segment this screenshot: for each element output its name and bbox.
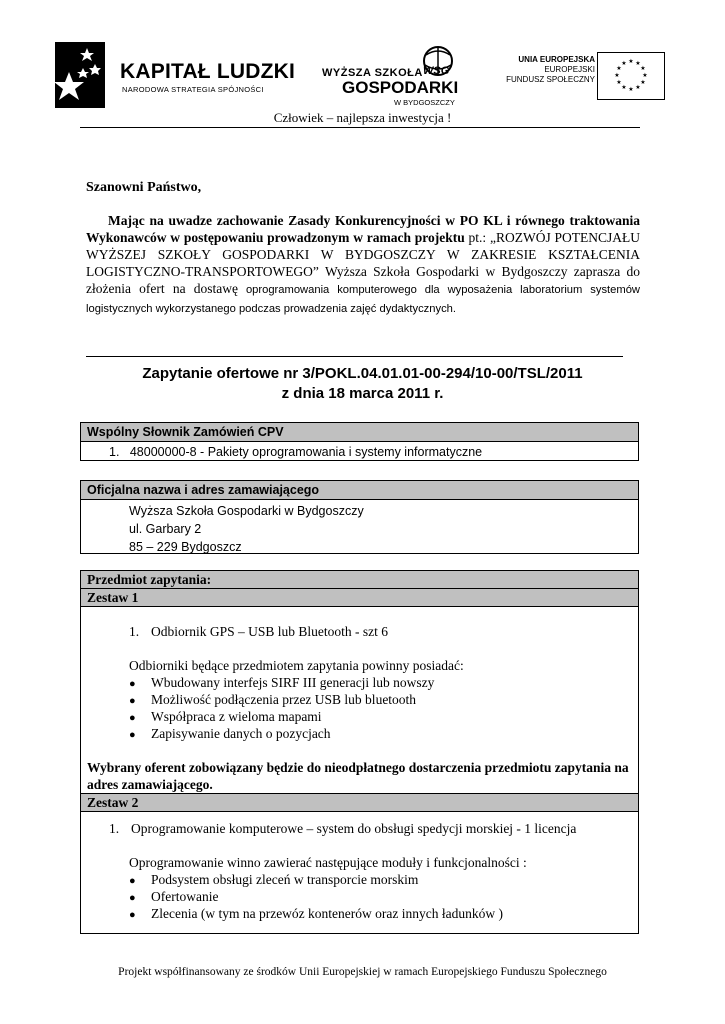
bullet-icon: ● — [129, 892, 136, 904]
bullet-icon: ● — [129, 729, 136, 741]
set2-item-number: 1. — [109, 821, 120, 836]
intro-small: oprogramowania komputerowego dla wyposażenia laboratorium systemów logistycznych wykorzystanego podczas prowadzenia zajęć dydaktycznych. — [86, 284, 641, 315]
intro-bold: Mając na uwadze zachowanie Zasady Konkurencyjności w PO KL i równego traktowania Wykonawców w postępowaniu prowadzonym w ramach projektu — [86, 213, 640, 245]
svg-text:★: ★ — [621, 84, 627, 91]
document-title: Zapytanie ofertowe nr 3/POKL.04.01.01-00-294/10-00/TSL/2011 — [142, 365, 583, 382]
wsg-line3: W BYDGOSZCZY — [394, 98, 455, 107]
svg-text:★: ★ — [621, 60, 627, 67]
ue-line3: FUNDUSZ SPOŁECZNY — [506, 75, 595, 84]
svg-text:★: ★ — [628, 58, 634, 65]
svg-text:★: ★ — [640, 79, 646, 86]
wsg-line1: WYŻSZA SZKOŁA — [322, 67, 423, 79]
bullet-icon: ● — [129, 678, 136, 690]
wsg-badge: WSG — [423, 65, 450, 77]
list-item — [81, 871, 638, 888]
list-item — [81, 725, 638, 742]
set2-feature: Podsystem obsługi zleceń w transporcie morskim — [151, 872, 419, 887]
motto: Człowiek – najlepsza inwestycja ! — [273, 110, 452, 125]
set2-intro: Oprogramowanie winno zawierać następujące moduły i funkcjonalności : — [129, 855, 527, 870]
greeting: Szanowni Państwo, — [86, 180, 202, 195]
set1-feature: Zapisywanie danych o pozycjach — [151, 726, 331, 741]
set2-body — [81, 812, 638, 922]
intro-paragraph — [86, 212, 640, 318]
contracting-heading: Oficjalna nazwa i adres zamawiającego — [81, 481, 638, 500]
svg-text:★: ★ — [635, 60, 641, 67]
set2-feature: Ofertowanie — [151, 889, 219, 904]
set1-feature: Wbudowany interfejs SIRF III generacji lub nowszy — [151, 675, 435, 690]
ue-text-block — [495, 55, 595, 85]
svg-text:★: ★ — [635, 84, 641, 91]
bullet-icon: ● — [129, 909, 136, 921]
set2-item-text: Oprogramowanie komputerowe – system do obsługi spedycji morskiej - 1 licencja — [131, 821, 577, 836]
list-item — [81, 888, 638, 905]
set1-label: Zestaw 1 — [81, 589, 638, 607]
set1-intro: Odbiorniki będące przedmiotem zapytania powinny posiadać: — [129, 658, 464, 673]
cpv-item-text: 48000000-8 - Pakiety oprogramowania i systemy informatyczne — [129, 445, 483, 459]
svg-text:★: ★ — [642, 72, 648, 79]
bullet-icon: ● — [129, 712, 136, 724]
svg-text:★: ★ — [616, 65, 622, 72]
wsg-line2: GOSPODARKI — [342, 78, 459, 97]
ue-line1: UNIA EUROPEJSKA — [518, 55, 595, 64]
kapital-ludzki-logo-icon — [55, 42, 105, 108]
set1-feature: Współpraca z wieloma mapami — [151, 709, 322, 724]
kapital-ludzki-title: KAPITAŁ LUDZKI — [120, 60, 296, 83]
svg-text:★: ★ — [616, 79, 622, 86]
intro-project: pt.: „ROZWÓJ POTENCJAŁU WYŻSZEJ SZKOŁY GOSPODARKI W BYDGOSZCZY W ZAKRESIE KSZTAŁCENIA LOGISTYCZNO-TRANSPORTOWEGO” Wyższa Szkoła Gospodarki w Bydgoszczy zaprasza do złożenia ofert na dostawę — [86, 230, 640, 296]
bullet-icon: ● — [129, 875, 136, 887]
bullet-icon: ● — [129, 695, 136, 707]
svg-text:★: ★ — [640, 65, 646, 72]
cpv-heading: Wspólny Słownik Zamówień CPV — [81, 423, 638, 442]
subject-heading: Przedmiot zapytania: — [81, 571, 638, 589]
set1-feature: Możliwość podłączenia przez USB lub bluetooth — [151, 692, 417, 707]
contracting-city: 85 – 229 Bydgoszcz — [129, 540, 242, 554]
title-rule — [86, 356, 623, 357]
set2-feature: Zlecenia (w tym na przewóz kontenerów oraz innych ładunków ) — [151, 906, 503, 921]
list-item — [81, 905, 638, 922]
eu-flag-icon — [597, 52, 665, 100]
kapital-ludzki-subtitle: NARODOWA STRATEGIA SPÓJNOŚCI — [122, 85, 264, 94]
document-date: z dnia 18 marca 2011 r. — [281, 385, 444, 402]
svg-text:★: ★ — [628, 86, 634, 93]
footer-note: Projekt współfinansowany ze środków Unii Europejskiej w ramach Europejskiego Funduszu Społecznego — [118, 966, 607, 978]
subject-section — [80, 570, 639, 934]
delivery-note: Wybrany oferent zobowiązany będzie do nieodpłatnego dostarczenia przedmiotu zapytania na adres zamawiającego. — [87, 760, 629, 792]
list-item — [81, 691, 638, 708]
set2-item — [81, 820, 638, 837]
set2-label: Zestaw 2 — [81, 793, 638, 812]
cpv-item — [81, 442, 638, 462]
contracting-street: ul. Garbary 2 — [129, 522, 202, 536]
header-divider — [80, 127, 640, 128]
set1-item-text: Odbiornik GPS – USB lub Bluetooth - szt 6 — [151, 624, 389, 639]
list-item — [81, 674, 638, 691]
cpv-section — [80, 422, 639, 461]
svg-text:★: ★ — [614, 72, 620, 79]
list-item — [81, 708, 638, 725]
contracting-name: Wyższa Szkoła Gospodarki w Bydgoszczy — [129, 504, 364, 518]
contracting-authority-section — [80, 480, 639, 554]
cpv-item-number: 1. — [109, 445, 120, 459]
set1-body — [81, 607, 638, 793]
ue-line2: EUROPEJSKI — [544, 65, 595, 74]
set1-item — [81, 623, 638, 640]
set1-item-number: 1. — [129, 624, 140, 639]
wsg-logo — [322, 45, 468, 107]
